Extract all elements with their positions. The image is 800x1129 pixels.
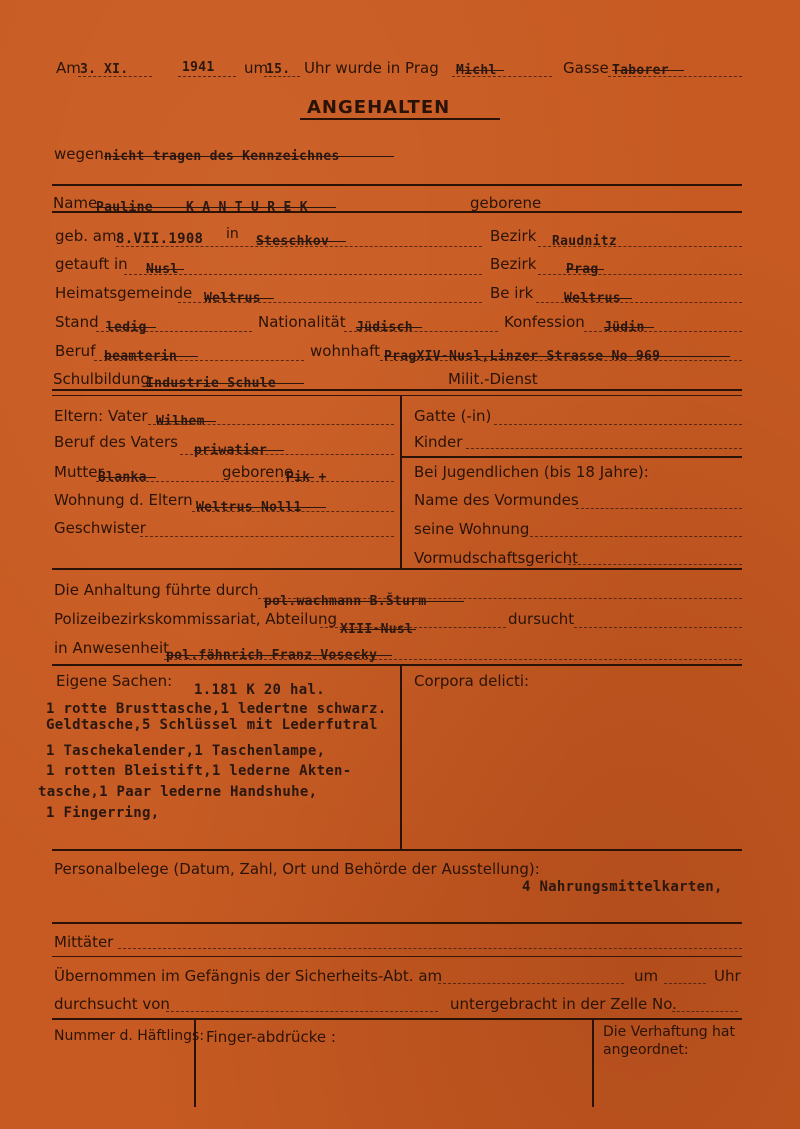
commissariat-label: Polizeibezirkskommissariat, Abteilung <box>54 610 338 628</box>
searched-line <box>574 627 742 628</box>
occupation-strike <box>104 356 198 357</box>
mother-strike <box>98 477 156 478</box>
name-label: Name <box>53 194 98 212</box>
residence-label: wohnhaft <box>310 342 381 360</box>
guardian-name-line <box>576 508 742 509</box>
father-occupation: priwatier <box>194 443 268 458</box>
accomplices-label: Mittäter <box>54 933 114 951</box>
birth-district-line <box>538 246 742 247</box>
family-vertical-divider <box>400 396 402 568</box>
documents-label: Personalbelege (Datum, Zahl, Ort und Behörde der Ausstellung): <box>54 860 540 878</box>
education-strike <box>146 383 304 384</box>
parents-address-strike <box>196 507 326 508</box>
taken-over-hour-line <box>664 983 706 984</box>
year-line <box>178 76 236 77</box>
guardian-address-line <box>530 536 742 537</box>
day-line <box>78 76 152 77</box>
religion-value: Jüdin <box>604 320 645 335</box>
street-line <box>608 76 742 77</box>
fingerprints-label: Finger-abdrücke : <box>206 1028 336 1046</box>
belongings-label: Eigene Sachen: <box>56 672 173 690</box>
father-line <box>148 424 394 425</box>
reason-value: nicht tragen des Kennzeichnes <box>104 149 340 164</box>
name-strike <box>96 207 336 208</box>
father-label: Eltern: Vater <box>54 407 148 425</box>
officer-strike <box>264 601 464 602</box>
nationality-line <box>344 331 498 332</box>
belongings-line-6: 1 Fingerring, <box>46 805 160 821</box>
section-divider-5 <box>52 849 742 851</box>
status-value: ledig <box>106 320 147 335</box>
section-divider-6 <box>52 922 742 924</box>
birth-place: Steschkov <box>256 234 330 249</box>
reason-label: wegen <box>54 145 104 163</box>
mother-maiden: Pik + <box>286 470 327 485</box>
taken-over-uhr-label: Uhr <box>714 967 741 985</box>
department-value: XIII-Nusl <box>340 622 414 637</box>
footer-divider-2 <box>592 1019 594 1107</box>
baptized-district: Prag <box>566 262 599 277</box>
home-district-strike <box>564 298 632 299</box>
parents-address-label: Wohnung d. Eltern <box>54 491 193 509</box>
arrest-street: Taborer <box>612 63 669 78</box>
arrest-day: 3. <box>80 62 97 77</box>
section-divider-top <box>52 184 742 186</box>
occupation-line <box>94 360 304 361</box>
belongings-line-3: 1 Taschekalender,1 Taschenlampe, <box>46 743 326 759</box>
home-community-strike <box>204 298 274 299</box>
parents-address-line <box>192 511 394 512</box>
birth-line <box>116 246 482 247</box>
military-label: Milit.-Dienst <box>448 370 538 388</box>
baptized-district-strike <box>566 269 604 270</box>
occupation-value: beamterin <box>104 349 178 364</box>
belongings-line-1: 1 rotte Brusttasche,1 ledertne schwarz. <box>46 701 387 717</box>
cell-label: untergebracht in der Zelle No. <box>450 995 677 1013</box>
father-occupation-strike <box>194 450 284 451</box>
department-line <box>320 627 506 628</box>
youth-label: Bei Jugendlichen (bis 18 Jahre): <box>414 463 649 481</box>
street-strike <box>612 70 684 71</box>
guardian-name-label: Name des Vormundes <box>414 491 579 509</box>
birth-district: Raudnitz <box>552 234 618 249</box>
taken-over-date-line <box>438 983 624 984</box>
nationality-value: Jüdisch <box>356 320 413 335</box>
children-label: Kinder <box>414 433 463 451</box>
belongings-line-5: tasche,1 Paar lederne Handshuhe, <box>38 784 318 800</box>
belongings-line-2: Geldtasche,5 Schlüssel mit Lederfutral <box>46 717 378 733</box>
arrest-month: XI. <box>104 62 129 77</box>
cell-line <box>672 1011 738 1012</box>
birth-place-strike <box>256 241 346 242</box>
belongings-money: 1.181 K 20 hal. <box>194 682 325 698</box>
searched-label: dursucht <box>508 610 575 628</box>
place-strike <box>456 70 504 71</box>
arrest-ordered-label-1: Die Verhaftung hat <box>603 1024 735 1040</box>
siblings-label: Geschwister <box>54 519 146 537</box>
home-community: Weltrus <box>204 291 261 306</box>
baptized-label: getauft in <box>55 255 128 273</box>
arrest-ordered-label-2: angeordnet: <box>603 1042 689 1058</box>
mother-maiden-label: geborene <box>222 463 294 481</box>
father-strike <box>156 421 216 422</box>
home-community-line <box>178 302 482 303</box>
spouse-label: Gatte (-in) <box>414 407 492 425</box>
home-district: Weltrus <box>564 291 621 306</box>
home-district-label: Be irk <box>490 284 534 302</box>
uhr-prag-label: Uhr wurde in Prag <box>304 59 439 77</box>
arrest-hour: 15. <box>266 62 291 77</box>
youth-box-top <box>400 456 742 458</box>
status-label: Stand <box>55 313 99 331</box>
home-community-label: Heimatsgemeinde <box>55 284 193 302</box>
baptized-district-label: Bezirk <box>490 255 537 273</box>
education-value: Industrie Schule <box>146 376 277 391</box>
father-occupation-line <box>180 454 394 455</box>
residence-line <box>380 360 742 361</box>
belongings-vertical-divider <box>400 665 402 849</box>
arrest-year: 1941 <box>182 60 215 75</box>
arrested-by-label: Die Anhaltung führte durch <box>54 581 259 599</box>
spouse-line <box>494 424 742 425</box>
guardianship-court-line <box>568 564 742 565</box>
baptized-in: Nusl <box>146 262 179 277</box>
religion-label: Konfession <box>504 313 585 331</box>
birth-date-label: geb. am <box>55 227 117 245</box>
baptized-district-line <box>538 274 742 275</box>
searched-by-line <box>166 1011 438 1012</box>
title-underline <box>300 118 500 120</box>
accomplices-line <box>118 948 742 949</box>
guardian-address-label: seine Wohnung <box>414 520 530 538</box>
education-label: Schulbildung <box>53 370 150 388</box>
um-label: um <box>244 59 269 77</box>
arresting-officer: pol.wachmann B.Šturm <box>264 594 427 609</box>
father-occupation-label: Beruf des Vaters <box>54 433 178 451</box>
birth-date: 8.VII.1908 <box>116 231 204 247</box>
section-divider-2b <box>52 395 742 396</box>
baptized-line <box>124 274 482 275</box>
searched-by-label: durchsucht von <box>54 995 170 1013</box>
documents-value: 4 Nahrungsmittelkarten, <box>522 879 723 895</box>
status-line <box>96 331 252 332</box>
father-value: Wilhem <box>156 414 205 429</box>
mother-label: Mutter <box>54 463 104 481</box>
taken-over-label: Übernommen im Gefängnis der Sicherheits-Abt. am <box>54 967 443 985</box>
hour-line <box>264 76 300 77</box>
guardianship-court-label: Vormudschaftsgericht <box>414 549 579 567</box>
geborene-label: geborene <box>470 194 542 212</box>
nationality-strike <box>356 327 422 328</box>
status-strike <box>106 327 156 328</box>
mother-value: Blanka <box>98 470 147 485</box>
section-divider-2 <box>52 389 742 391</box>
section-divider-4 <box>52 664 742 666</box>
arrested-by-line <box>258 598 742 599</box>
parents-address: Weltrus Noll1 <box>196 500 302 515</box>
siblings-line <box>140 536 394 537</box>
religion-strike <box>604 327 654 328</box>
religion-line <box>584 331 742 332</box>
section-divider-7 <box>52 956 742 957</box>
gasse-label: Gasse <box>563 59 609 77</box>
taken-over-um-label: um <box>634 967 659 985</box>
belongings-line-4: 1 rotten Bleistift,1 lederne Akten- <box>46 763 352 779</box>
reason-strike <box>104 156 394 157</box>
first-name: Pauline <box>96 200 153 215</box>
mother-line <box>96 481 394 482</box>
prisoner-number-label: Nummer d. Häftlings: <box>54 1028 205 1044</box>
last-name: K A N T U R E K <box>186 200 308 215</box>
footer-box-top <box>52 1018 742 1020</box>
residence-value: PragXIV-Nusl,Linzer Strasse No 969 <box>384 349 661 364</box>
birth-in-label: in <box>226 226 239 242</box>
presence-label: in Anwesenheit <box>54 639 170 657</box>
witness-strike <box>166 655 392 656</box>
place-line <box>452 76 552 77</box>
am-label: Am <box>56 59 81 77</box>
home-district-line <box>536 302 742 303</box>
name-underline <box>52 211 742 213</box>
occupation-label: Beruf <box>55 342 96 360</box>
nationality-label: Nationalität <box>258 313 346 331</box>
residence-strike <box>384 356 730 357</box>
children-line <box>466 448 742 449</box>
baptized-strike <box>146 269 184 270</box>
form-title: ANGEHALTEN <box>307 97 451 118</box>
witness-value: pol.fähnrich Franz Vosecky <box>166 648 378 663</box>
corpora-delicti-label: Corpora delicti: <box>414 672 530 690</box>
arrest-place: Michl <box>456 63 497 78</box>
department-strike <box>340 629 416 630</box>
section-divider-3 <box>52 568 742 570</box>
presence-line <box>164 659 742 660</box>
mother-maiden-strike <box>286 477 314 478</box>
birth-district-label: Bezirk <box>490 227 537 245</box>
